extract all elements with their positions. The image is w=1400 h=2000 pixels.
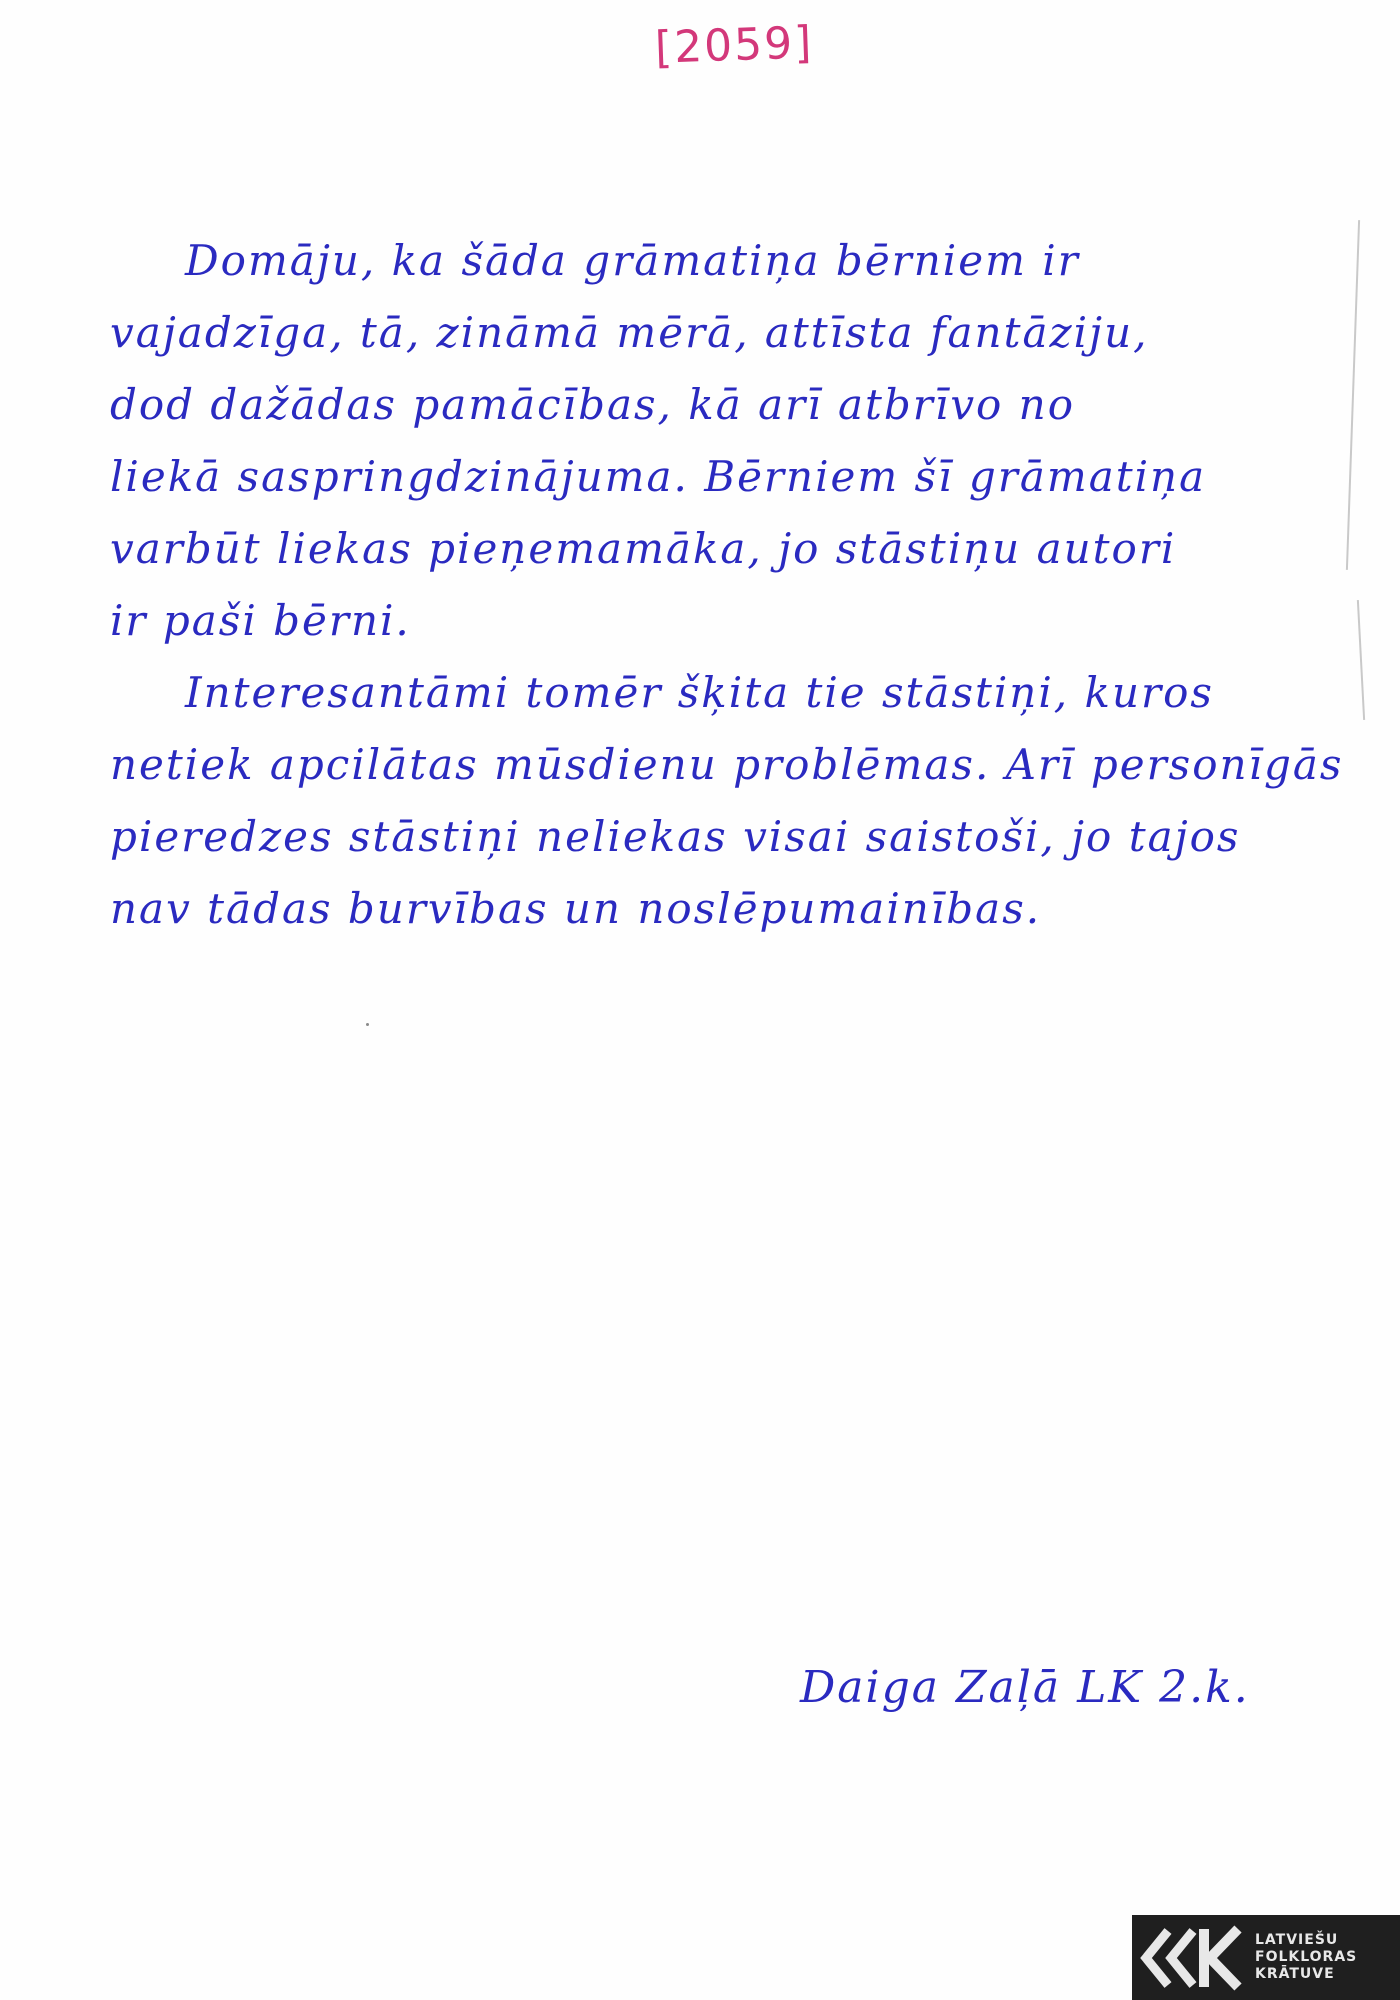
text-line: Domāju, ka šāda grāmatiņa bērniem ir [185, 236, 1080, 285]
paragraph [110, 225, 1325, 657]
paragraph [110, 657, 1344, 945]
text-line: dod dažādas pamācības, kā arī atbrīvo no [110, 380, 1076, 429]
text-line: nav tādas burvības un noslēpumainības. [110, 884, 1042, 933]
lfk-logo-icon [1138, 1923, 1243, 1993]
signature: Daiga Zaļā LK 2.k. [800, 1662, 1250, 1713]
logo-text-line: FOLKLORAS [1255, 1949, 1358, 1965]
margin-pencil-mark [1346, 220, 1360, 570]
text-line: liekā saspringdzinājuma. Bērniem šī grāmatiņa [110, 452, 1207, 501]
text-line: ir paši bērni. [110, 596, 411, 645]
text-line: Interesantāmi tomēr šķita tie stāstiņi, kuros [185, 668, 1214, 717]
archive-logo [1132, 1915, 1400, 2000]
handwritten-text [110, 225, 1344, 945]
text-line: vajadzīga, tā, zināmā mērā, attīsta fantāziju, [110, 308, 1149, 357]
archive-logo-text [1255, 1932, 1357, 1983]
text-line: varbūt liekas pieņemamāka, jo stāstiņu autori [110, 524, 1177, 573]
margin-pencil-mark [1357, 600, 1365, 720]
paper-speck [366, 1023, 369, 1026]
logo-text-line: KRĀTUVE [1255, 1966, 1335, 1982]
logo-text-line: LATVIEŠU [1255, 1932, 1339, 1948]
text-line: pieredzes stāstiņi neliekas visai saistoši, jo tajos [110, 812, 1241, 861]
archive-number: [2059] [654, 17, 815, 74]
text-line: netiek apcilātas mūsdienu problēmas. Arī personīgās [110, 740, 1344, 789]
